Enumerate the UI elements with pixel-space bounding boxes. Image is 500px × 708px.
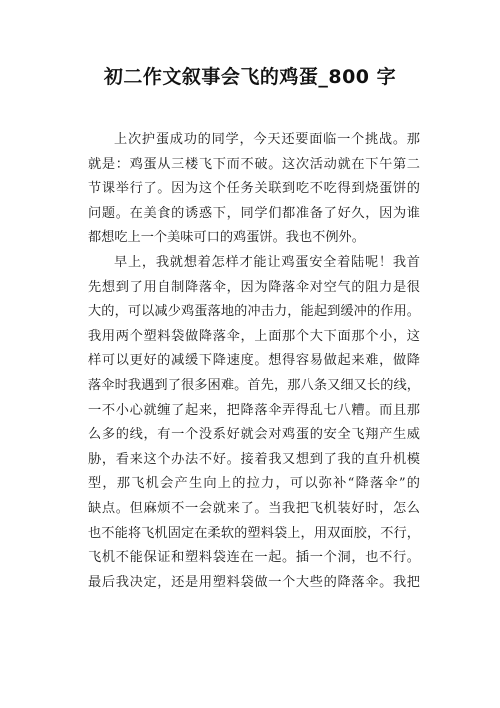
text-line: 我用两个塑料袋做降落伞，上面那个大下面那个小，这 <box>88 328 420 344</box>
text-line: 飞机不能保证和塑料袋连在一起。插一个洞，也不行。 <box>88 550 420 566</box>
text-line: 么多的线，有一个没系好就会对鸡蛋的安全飞翔产生威 <box>88 427 420 443</box>
text-line: 型，那飞机会产生向上的拉力，可以弥补“降落伞”的 <box>88 476 420 492</box>
text-line: 先想到了用自制降落伞，因为降落伞对空气的阻力是很 <box>88 279 420 295</box>
text-line: 最后我决定，还是用塑料袋做一个大些的降落伞。我把 <box>88 574 420 590</box>
text-line: 落伞时我遇到了很多困难。首先，那八条又细又长的线， <box>88 377 420 393</box>
text-line: 都想吃上一个美味可口的鸡蛋饼。我也不例外。 <box>88 230 365 246</box>
paragraph-2 <box>88 251 420 595</box>
page-title: 初二作文叙事会飞的鸡蛋_800 字 <box>103 66 397 88</box>
text-line: 胁，看来这个办法不好。接着我又想到了我的直升机模 <box>88 451 420 467</box>
text-line: 上次护蛋成功的同学，今天还要面临一个挑战。那 <box>114 132 420 147</box>
text-line: 问题。在美食的诱惑下，同学们都准备了好久，因为谁 <box>88 205 420 221</box>
text-line: 一不小心就缠了起来，把降落伞弄得乱七八糟。而且那 <box>88 402 420 418</box>
paragraph-1 <box>88 128 420 251</box>
text-line: 缺点。但麻烦不一会就来了。当我把飞机装好时，怎么 <box>88 500 420 516</box>
text-line: 早上，我就想着怎样才能让鸡蛋安全着陆呢！我首 <box>114 254 420 270</box>
article-body <box>88 128 420 595</box>
text-line: 也不能将飞机固定在柔软的塑料袋上，用双面胶，不行， <box>88 525 420 541</box>
text-line: 节课举行了。因为这个任务关联到吃不吃得到烧蛋饼的 <box>88 181 420 197</box>
text-line: 就是：鸡蛋从三楼飞下而不破。这次活动就在下午第二 <box>88 156 420 172</box>
text-line: 样可以更好的减缓下降速度。想得容易做起来难，做降 <box>88 353 420 369</box>
text-line: 大的，可以减少鸡蛋落地的冲击力，能起到缓冲的作用。 <box>88 304 420 320</box>
